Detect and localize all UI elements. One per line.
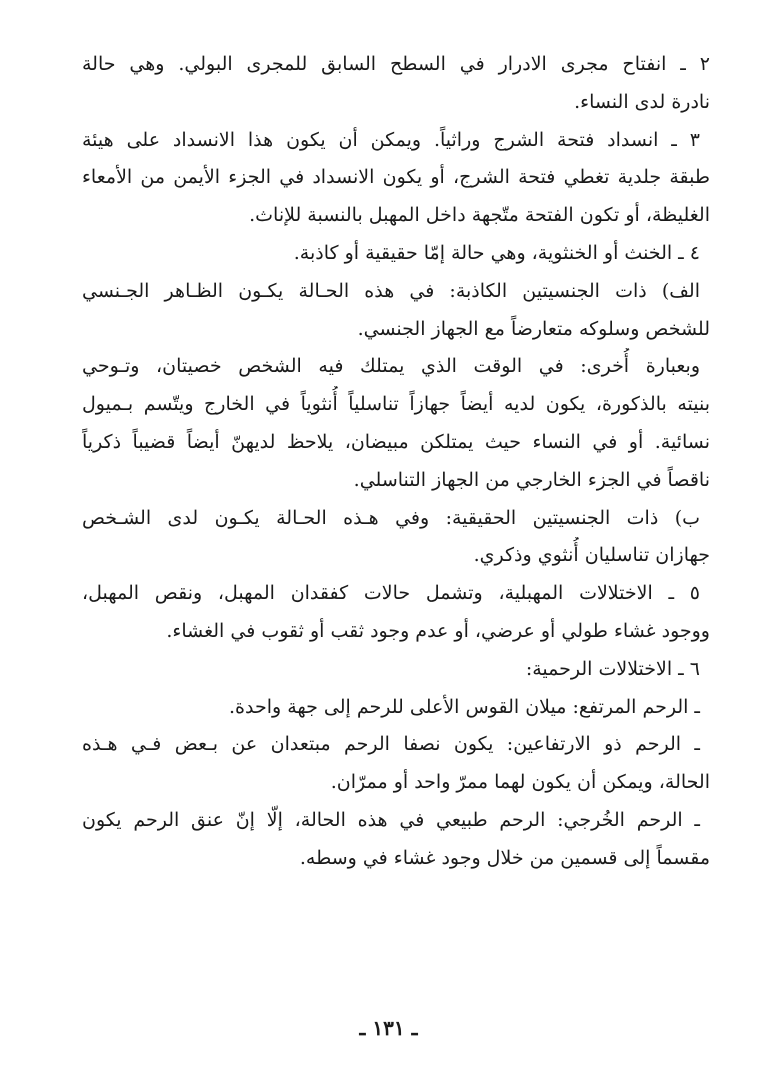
text-line: جهازان تناسليان أُنثوي وذكري.: [473, 544, 710, 567]
text-line: ٦ ـ الاختلالات الرحمية:: [525, 657, 700, 680]
text-line: ٤ ـ الخنث أو الخنثوية، وهي حالة إمّا حقيقية أو كاذبة.: [293, 241, 700, 264]
text-line: ـ الرحم ذو الارتفاعين: يكون نصفا الرحم مبتعدان عن بـعض فـي هـذه: [82, 733, 700, 756]
text-line: ٥ ـ الاختلالات المهبلية، وتشمل حالات كفقدان المهبل، ونقص المهبل،: [82, 582, 700, 605]
page-number: ـ ١٣١ ـ: [359, 1016, 418, 1040]
text-line: بنيته بالذكورة، يكون لديه أيضاً جهازاً تناسلياً أُنثوياً في الخارج ويتّسم بـميول: [82, 393, 710, 416]
text-line: ٢ ـ انفتاح مجرى الادرار في السطح السابق للمجرى البولي. وهي حالة: [82, 53, 710, 75]
text-line: نسائية. أو في النساء حيث يمتلكن مبيضان، يلاحظ لديهنّ أيضاً قضيباً ذكرياً: [82, 430, 710, 453]
text-line: نادرة لدى النساء.: [574, 90, 710, 113]
text-line: ٣ ـ انسداد فتحة الشرج وراثياً. ويمكن أن يكون هذا الانسداد على هيئة: [82, 128, 700, 151]
text-line: ب) ذات الجنسيتين الحقيقية: وفي هـذه الحـالة يكـون لدى الشـخص: [82, 506, 700, 529]
text-line: الحالة، ويمكن أن يكون لهما ممرّ واحد أو ممرّان.: [330, 771, 710, 794]
body-text: [82, 46, 710, 878]
text-line: ووجود غشاء طولي أو عرضي، أو عدم وجود ثقب أو ثقوب في الغشاء.: [166, 619, 710, 642]
text-line: الف) ذات الجنسيتين الكاذبة: في هذه الحـالة يكـون الظـاهر الجـنسي: [82, 279, 700, 302]
text-line: ناقصاً في الجزء الخارجي من الجهاز التناسلي.: [353, 468, 710, 491]
text-line: الغليظة، أو تكون الفتحة متّجهة داخل المهبل بالنسبة للإناث.: [249, 204, 710, 227]
text-line: وبعبارة أُخرى: في الوقت الذي يمتلك فيه الشخص خصيتان، وتـوحي: [82, 355, 700, 378]
text-line: ـ الرحم الخُرجي: الرحم طبيعي في هذه الحالة، إلّا إنّ عنق الرحم يكون: [82, 808, 700, 831]
text-line: طبقة جلدية تغطي فتحة الشرج، أو يكون الانسداد في الجزء الأيمن من الأمعاء: [82, 166, 710, 189]
text-line: ـ الرحم المرتفع: ميلان القوس الأعلى للرحم إلى جهة واحدة.: [229, 695, 700, 718]
text-line: مقسماً إلى قسمين من خلال وجود غشاء في وسطه.: [299, 846, 710, 869]
text-line: للشخص وسلوكه متعارضاً مع الجهاز الجنسي.: [357, 317, 710, 340]
